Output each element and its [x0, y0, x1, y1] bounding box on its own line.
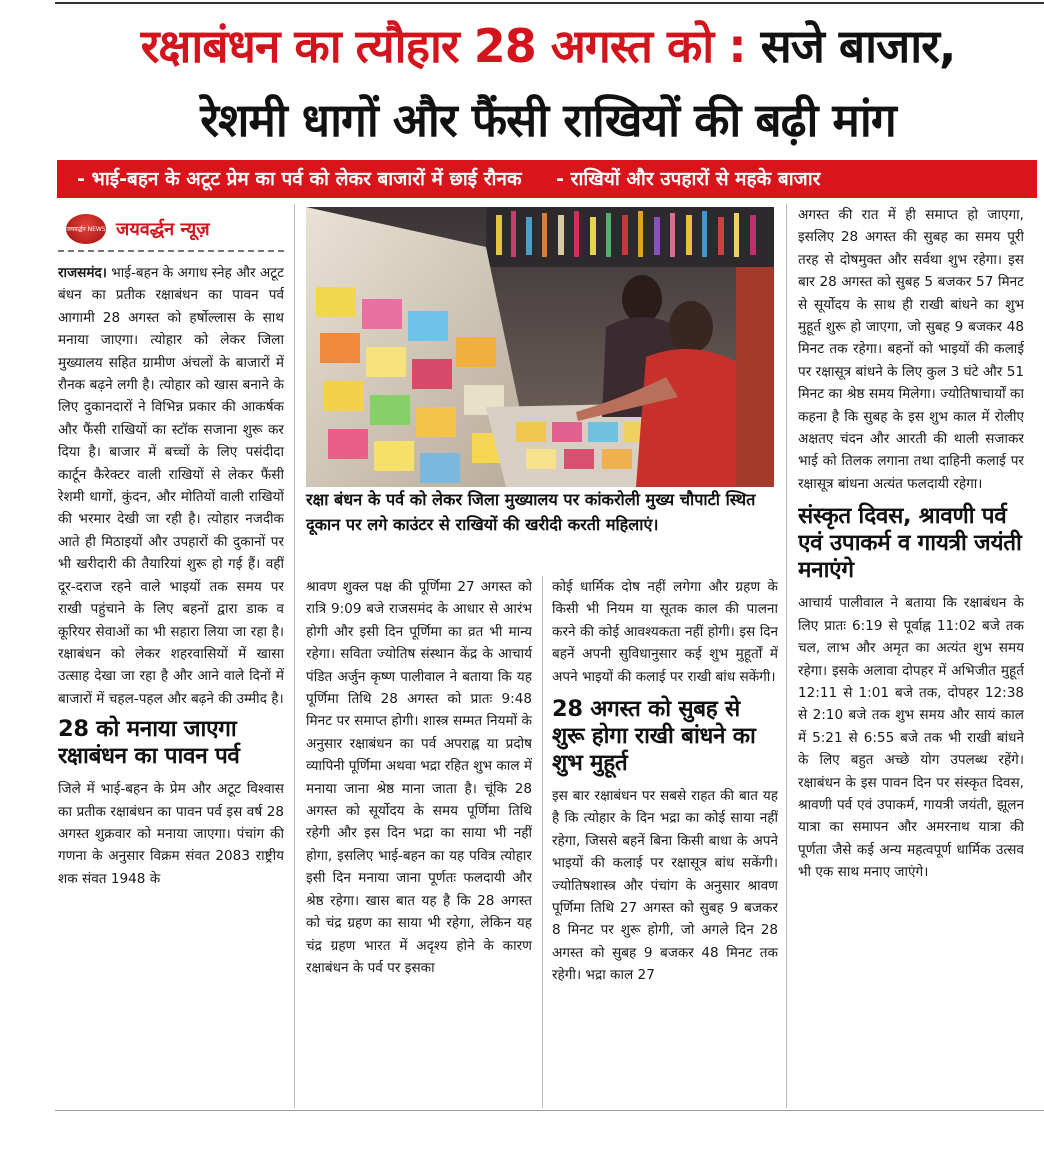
- column-divider: [294, 204, 295, 1108]
- subheading-2: - राखियों और उपहारों से महके बाजार: [556, 168, 821, 190]
- column-2: [306, 576, 532, 979]
- subheading-bar: [57, 160, 1037, 198]
- column-1-text-1: भाई-बहन के अगाध स्नेह और अटूट बंधन का प्रतीक रक्षाबंधन का पावन पर्व आगामी 28 अगस्त को हर्षोल्लास के साथ मनाया जाएगा। त्योहार को लेकर जिला मुख्यालय सहित ग्रामीण अंचलों के बाजारों में रौनक बढ़ने लगी है। त्योहार को खास बनाने के लिए दुकानदारों ने विभिन्न प्रकार की आकर्षक और फैंसी राखियों का स्टॉक सजाना शुरू कर दिया है। बाजार में बच्चों के लिए पसंदीदा कार्टून कैरेक्टर वाली राखियों से लेकर फैंसी रेशमी धागों, कुंदन, और मोतियों वाली राखियों की भरमार देखी जा रही है। त्योहार नजदीक आते ही मिठाइयों और उपहारों की दुकानों पर भी खरीदारी की तैयारियां शुरू हो गई हैं। वहीं दूर-दराज रहने वाले भाइयों तक समय पर राखी पहुंचाने के लिए बहनों द्वारा डाक व कूरियर सेवाओं का भी सहारा लिया जा रहा है। रक्षाबंधन को लेकर शहरवासियों में खासा उत्साह देखा जा रहा है और आने वाले दिनों में बाजारों में चहल-पहल और बढ़ने की उम्मीद है।: [58, 265, 284, 707]
- column-divider: [542, 576, 543, 1108]
- bottom-rule: [55, 1110, 1044, 1111]
- column-1-subheading: 28 को मनाया जाएगा रक्षाबंधन का पावन पर्व: [58, 716, 240, 770]
- photo-caption: रक्षा बंधन के पर्व को लेकर जिला मुख्यालय पर कांकरोली मुख्य चौपाटी स्थित दूकान पर लगे काउंटर से राखियों की खरीदी करती महिलाएं।: [306, 490, 756, 534]
- market-photo: [306, 207, 774, 487]
- logo-badge-icon: जयवर्द्धन NEWS: [66, 214, 106, 244]
- column-1-paragraph-1: [58, 262, 284, 710]
- column-3-paragraph-2: इस बार रक्षाबंधन पर सबसे राहत की बात यह है कि त्योहार के दिन भद्रा का कोई साया नहीं रहेगा, जिससे बहनें बिना किसी बाधा के अपने भाइयों की कलाई पर रक्षासूत्र बांध सकेंगी। ज्योतिषशास्त्र और पंचांग के अनुसार श्रावण पूर्णिमा तिथि 27 अगस्त को सुबह 9 बजकर 8 मिनट पर शुरू होगी, जो अगले दिन 28 अगस्त को सुबह 9 बजकर 48 मिनट तक रहेगी। भद्रा काल 27: [552, 788, 778, 984]
- logo-name: जयवर्द्धन न्यूज़: [116, 219, 210, 240]
- headline-black-part: सजे बाजार,: [760, 19, 956, 73]
- column-4-paragraph-2: आचार्य पालीवाल ने बताया कि रक्षाबंधन के लिए प्रातः 6:19 से पूर्वाह्न 11:02 बजे तक चल, लाभ और अमृत का अत्यंत शुभ समय रहेगा। इसके अलावा दोपहर में अभिजीत मुहूर्त 12:11 से 1:01 बजे तक, दोपहर 12:38 से 2:10 बजे तक शुभ समय और सायं काल में 5:21 से 6:55 बजे तक भी राखी बांधने के लिए बहुत अच्छे योग उपलब्ध रहेंगे। रक्षाबंधन के इस पावन दिन पर संस्कृत दिवस, श्रावणी पर्व एवं उपाकर्म, गायत्री जयंती, झूलन यात्रा का समापन और अमरनाथ यात्रा की पूर्णता जैसे कई अन्य महत्वपूर्ण धार्मिक उत्सव भी एक साथ मनाए जाएंगे।: [798, 595, 1024, 881]
- column-divider: [786, 204, 787, 1108]
- headline-red-part: रक्षाबंधन का त्यौहार 28 अगस्त को :: [140, 19, 746, 73]
- column-3-paragraph-1: कोई धार्मिक दोष नहीं लगेगा और ग्रहण के किसी भी नियम या सूतक काल की पालना करने की कोई आवश्यकता नहीं होगी। इस दिन बहनें अपनी सुविधानुसार कई शुभ मुहूर्तों में अपने भाइयों की कलाई पर राखी बांध सकेंगी।: [552, 579, 778, 685]
- column-1-paragraph-2: जिले में भाई-बहन के प्रेम और अटूट विश्वास का प्रतीक रक्षाबंधन का पावन पर्व इस वर्ष 28 अगस्त शुक्रवार को मनाया जाएगा। पंचांग की गणना के अनुसार विक्रम संवत 2083 राष्ट्रीय शक संवत 1948 के: [58, 781, 284, 887]
- column-2-paragraph-1: श्रावण शुक्ल पक्ष की पूर्णिमा 27 अगस्त को रात्रि 9:09 बजे राजसमंद के आधार से आरंभ होगी और इसी दिन पूर्णिमा का व्रत भी मान्य रहेगा। सविता ज्योतिष संस्थान केंद्र के आचार्य पंडित अर्जुन कृष्ण पालीवाल ने बताया कि यह पूर्णिमा तिथि 28 अगस्त को प्रातः 9:48 मिनट पर समाप्त होगी। शास्त्र सम्मत नियमों के अनुसार रक्षाबंधन का पर्व अपराह्न या प्रदोष व्यापिनी पूर्णिमा अथवा भद्रा रहित शुभ काल में मनाया जाना श्रेष्ठ माना जाता है। चूंकि 28 अगस्त को सूर्योदय के समय पूर्णिमा तिथि रहेगी और इस दिन भद्रा का साया भी नहीं होगा, इसलिए भाई-बहन का यह पवित्र त्योहार इसी दिन मनाया जाना पूर्णतः फलदायी और श्रेष्ठ रहेगा। खास बात यह है कि 28 अगस्त को चंद्र ग्रहण का साया भी रहेगा, लेकिन यह चंद्र ग्रहण भारत में अदृश्य होने के कारण रक्षाबंधन के पर्व पर इसका: [306, 579, 532, 976]
- logo-divider: [58, 250, 284, 252]
- headline-line-1: [58, 14, 1038, 78]
- subheading-1: - भाई-बहन के अटूट प्रेम का पर्व को लेकर बाजारों में छाई रौनक: [77, 168, 522, 190]
- market-photo-image: [306, 207, 774, 487]
- column-4-paragraph-1: अगस्त की रात में ही समाप्त हो जाएगा, इसलिए 28 अगस्त की सुबह का समय पूरी तरह से दोषमुक्त और सर्वथा शुभ रहेगा। इस बार 28 अगस्त को सुबह 5 बजकर 57 मिनट से सूर्योदय के साथ ही राखी बांधने का शुभ मुहूर्त शुरू हो जाएगा, जो सुबह 9 बजकर 48 मिनट तक रहेगा। बहनों को भाइयों की कलाई पर रक्षासूत्र बांधने के लिए कुल 3 घंटे और 51 मिनट का श्रेष्ठ समय मिलेगा। ज्योतिषाचार्यों का कहना है कि सुबह के इस शुभ काल में रोलीए अक्षतए चंदन और आरती की थाली सजाकर भाई को तिलक लगाना तथा दाहिनी कलाई पर रक्षासूत्र बांधना अत्यंत फलदायी रहेगा।: [798, 207, 1024, 492]
- headline-line-2: रेशमी धागों और फैंसी राखियों की बढ़ी मांग: [200, 93, 896, 147]
- column-1: [58, 262, 284, 890]
- column-4: [798, 204, 1024, 884]
- publication-logo: [66, 212, 276, 246]
- column-4-subheading: संस्कृत दिवस, श्रावणी पर्व एवं उपाकर्म व गायत्री जयंती मनाएंगे: [798, 503, 1022, 584]
- column-3-subheading: 28 अगस्त को सुबह से शुरू होगा राखी बांधने का शुभ मुहूर्त: [552, 696, 756, 777]
- dateline: राजसमंद।: [58, 265, 107, 281]
- column-3: [552, 576, 778, 987]
